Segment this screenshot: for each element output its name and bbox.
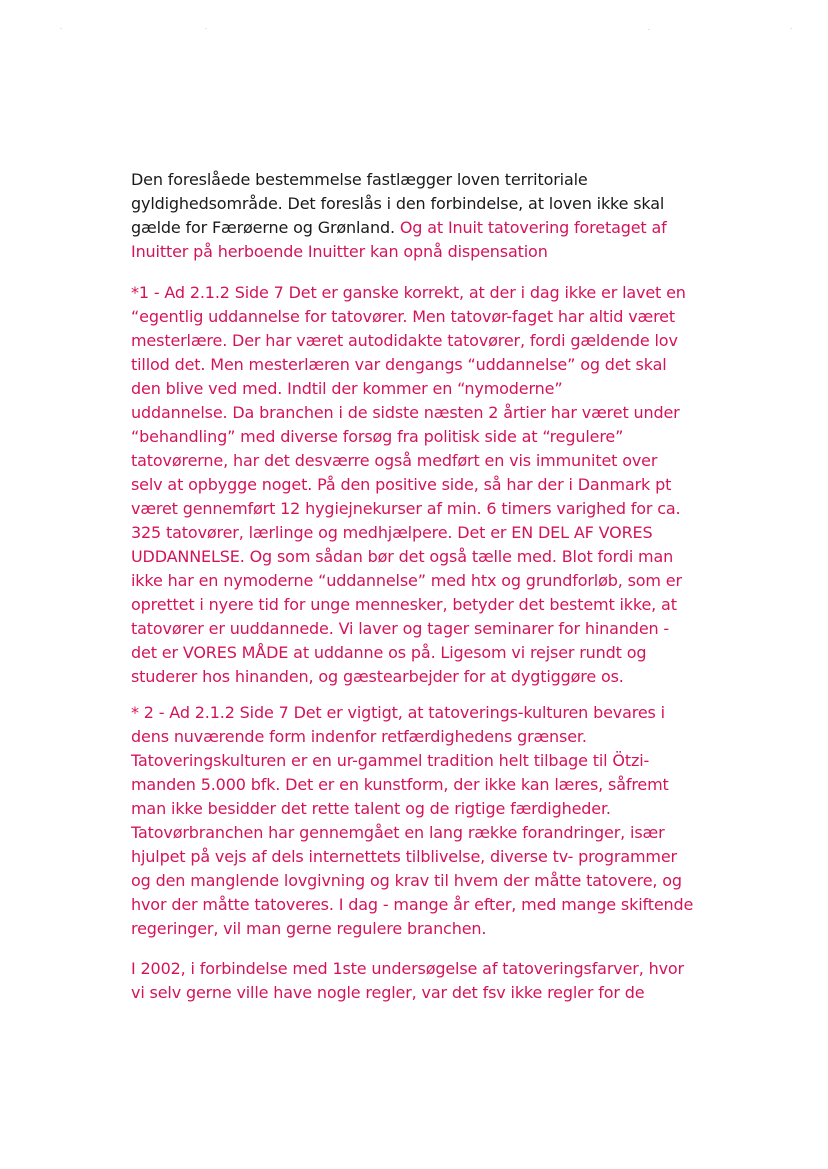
comment-text: uddannelse. Da branchen i de sidste næsten 2 årtier har været under [131, 403, 680, 422]
text-line [131, 773, 731, 797]
text-line [131, 521, 731, 545]
text-line [131, 641, 731, 665]
comment-text: ikke har en nymoderne “uddannelse” med htx og grundforløb, som er [131, 571, 682, 590]
comment-text: “egentlig uddannelse for tatovører. Men tatovør-faget har altid været [131, 307, 676, 326]
text-line [131, 192, 731, 216]
comment-text: *1 - Ad 2.1.2 Side 7 Det er ganske korrekt, at der i dag ikke er lavet en [131, 283, 686, 302]
scan-speck [205, 28, 207, 29]
text-line [131, 377, 731, 401]
text-line [131, 329, 731, 353]
paragraph [131, 701, 731, 941]
comment-text: “behandling” med diverse forsøg fra politisk side at “regulere” [131, 427, 624, 446]
comment-text: UDDANNELSE. Og som sådan bør det også tælle med. Blot fordi man [131, 547, 674, 566]
text-line [131, 797, 731, 821]
comment-text: man ikke besidder det rette talent og de rigtige færdigheder. [131, 799, 611, 818]
text-line [131, 845, 731, 869]
comment-text: 325 tatovører, lærlinge og medhjælpere. Det er EN DEL AF VORES [131, 523, 653, 542]
text-line [131, 917, 731, 941]
scan-speck [790, 28, 792, 29]
comment-text: Og at Inuit tatovering foretaget af [394, 218, 667, 237]
comment-text: tillod det. Men mesterlæren var dengangs “uddannelse” og det skal [131, 355, 667, 374]
body-text: gyldighedsområde. Det foreslås i den forbindelse, at loven ikke skal [131, 194, 665, 213]
text-line [131, 569, 731, 593]
text-line [131, 216, 731, 240]
comment-text: mesterlære. Der har været autodidakte tatovører, fordi gældende lov [131, 331, 678, 350]
comment-text: tatovører er uuddannede. Vi laver og tager seminarer for hinanden - [131, 619, 670, 638]
comment-text: tatovørerne, har det desværre også medført en vis immunitet over [131, 451, 658, 470]
comment-text: * 2 - Ad 2.1.2 Side 7 Det er vigtigt, at tatoverings-kulturen bevares i [131, 703, 665, 722]
comment-text: Tatovørbranchen har gennemgået en lang række forandringer, især [131, 823, 665, 842]
comment-text: det er VORES MÅDE at uddanne os på. Ligesom vi rejser rundt og [131, 643, 647, 662]
text-line [131, 401, 731, 425]
text-line [131, 449, 731, 473]
comment-text: I 2002, i forbindelse med 1ste undersøgelse af tatoveringsfarver, hvor [131, 959, 684, 978]
comment-text: Tatoveringskulturen er en ur-gammel tradition helt tilbage til Ötzi- [131, 751, 650, 770]
text-line [131, 425, 731, 449]
text-line [131, 593, 731, 617]
text-line [131, 821, 731, 845]
text-line [131, 617, 731, 641]
comment-text: manden 5.000 bfk. Det er en kunstform, der ikke kan læres, såfremt [131, 775, 669, 794]
text-line [131, 665, 731, 689]
scan-speck [60, 28, 62, 29]
body-text: Den foreslåede bestemmelse fastlægger loven territoriale [131, 170, 588, 189]
text-line [131, 701, 731, 725]
paragraph [131, 957, 731, 1005]
comment-text: den blive ved med. Indtil der kommer en “nymoderne” [131, 379, 563, 398]
text-line [131, 749, 731, 773]
comment-text: hvor der måtte tatoveres. I dag - mange år efter, med mange skiftende [131, 895, 694, 914]
comment-text: vi selv gerne ville have nogle regler, var det fsv ikke regler for de [131, 983, 645, 1002]
comment-text: Inuitter på herboende Inuitter kan opnå dispensation [131, 242, 548, 261]
text-line [131, 281, 731, 305]
comment-text: oprettet i nyere tid for unge mennesker, betyder det bestemt ikke, at [131, 595, 677, 614]
comment-text: dens nuværende form indenfor retfærdighedens grænser. [131, 727, 587, 746]
comment-text: og den manglende lovgivning og krav til hvem der måtte tatovere, og [131, 871, 682, 890]
comment-text: selv at opbygge noget. På den positive side, så har der i Danmark pt [131, 475, 672, 494]
text-line [131, 957, 731, 981]
scan-speck [648, 29, 650, 30]
comment-text: studerer hos hinanden, og gæstearbejder for at dygtiggøre os. [131, 667, 624, 686]
text-line [131, 893, 731, 917]
text-line [131, 497, 731, 521]
text-line [131, 240, 731, 264]
text-line [131, 981, 731, 1005]
text-line [131, 725, 731, 749]
text-line [131, 168, 731, 192]
comment-text: hjulpet på vejs af dels internettets tilblivelse, diverse tv- programmer [131, 847, 677, 866]
comment-text: været gennemført 12 hygiejnekurser af min. 6 timers varighed for ca. [131, 499, 681, 518]
text-line [131, 353, 731, 377]
text-line [131, 869, 731, 893]
comment-text: regeringer, vil man gerne regulere branchen. [131, 919, 487, 938]
text-line [131, 545, 731, 569]
body-text: gælde for Færøerne og Grønland. [131, 218, 395, 237]
paragraph [131, 281, 731, 689]
paragraph [131, 168, 731, 264]
text-line [131, 305, 731, 329]
text-line [131, 473, 731, 497]
